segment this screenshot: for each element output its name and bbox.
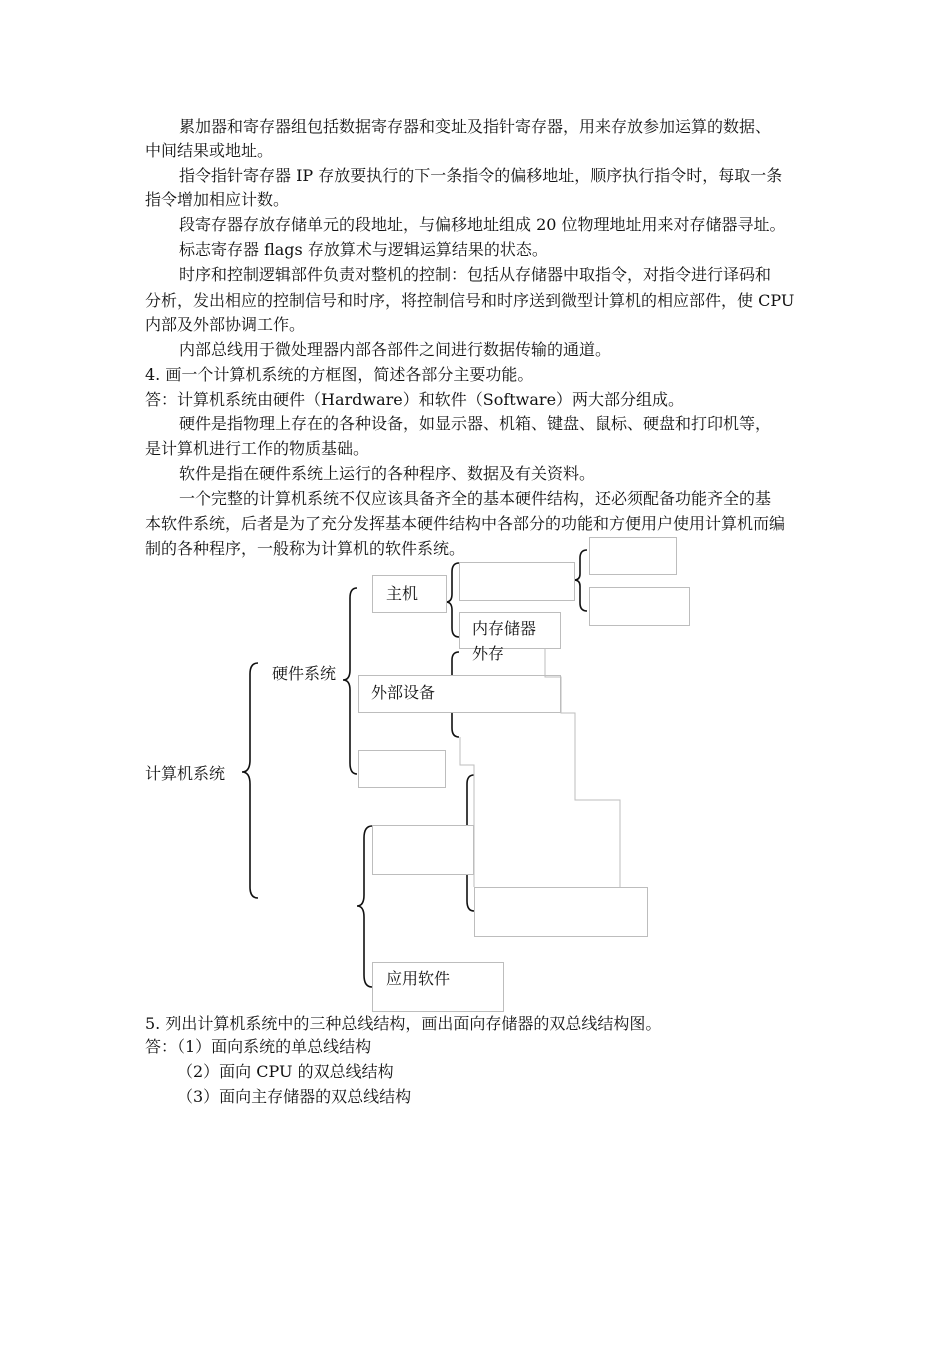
- hardware-label: 硬件系统: [272, 664, 337, 683]
- root-label: 计算机系统: [145, 764, 226, 783]
- paragraph-line: 时序和控制逻辑部件负责对整机的控制：包括从存储器中取指令，对指令进行译码和: [179, 265, 772, 284]
- paragraph-line: 累加器和寄存器组包括数据寄存器和变址及指针寄存器，用来存放参加运算的数据、: [179, 117, 772, 136]
- paragraph-line: 软件是指在硬件系统上运行的各种程序、数据及有关资料。: [179, 464, 596, 483]
- question-5: 5. 列出计算机系统中的三种总线结构，画出面向存储器的双总线结构图。: [145, 1014, 662, 1033]
- answer-item: （3）面向主存储器的双总线结构: [177, 1087, 412, 1106]
- paragraph-line: 内部总线用于微处理器内部各部件之间进行数据传输的通道。: [179, 340, 612, 359]
- paragraph-line: 段寄存器存放存储单元的段地址，与偏移地址组成 20 位物理地址用来对存储器寻址。: [179, 215, 786, 234]
- paragraph-line: 硬件是指物理上存在的各种设备，如显示器、机箱、键盘、鼠标、硬盘和打印机等，: [179, 414, 772, 433]
- paragraph-line: 指令增加相应计数。: [145, 190, 290, 209]
- paragraph-line: 是计算机进行工作的物质基础。: [145, 439, 370, 458]
- paragraph-line: 分析，发出相应的控制信号和时序，将控制信号和时序送到微型计算机的相应部件，使 CPU: [145, 291, 795, 310]
- answer-item: （2）面向 CPU 的双总线结构: [177, 1062, 394, 1081]
- answer-line: 答：（1）面向系统的单总线结构: [145, 1037, 372, 1056]
- peripherals-label: 外部设备: [371, 683, 436, 702]
- answer-line: 答：计算机系统由硬件（Hardware）和软件（Software）两大部分组成。: [145, 390, 685, 409]
- paragraph-line: 本软件系统，后者是为了充分发挥基本硬件结构中各部分的功能和方便用户使用计算机而编: [145, 514, 786, 533]
- paragraph-line: 标志寄存器 flags 存放算术与逻辑运算结果的状态。: [179, 240, 548, 259]
- host-label: 主机: [386, 584, 419, 603]
- paragraph-line: 内部及外部协调工作。: [145, 315, 306, 334]
- paragraph-line: 一个完整的计算机系统不仅应该具备齐全的基本硬件结构，还必须配备功能齐全的基: [179, 489, 772, 508]
- internal-memory-label: 内存储器: [472, 619, 537, 638]
- question-4: 4. 画一个计算机系统的方框图，简述各部分主要功能。: [145, 365, 534, 384]
- paragraph-line: 指令指针寄存器 IP 存放要执行的下一条指令的偏移地址，顺序执行指令时，每取一条: [179, 166, 783, 185]
- application-software-label: 应用软件: [386, 969, 451, 988]
- paragraph-line: 中间结果或地址。: [145, 141, 274, 160]
- paragraph-line: 制的各种程序，一般称为计算机的软件系统。: [145, 539, 466, 558]
- external-storage-label: 外存: [472, 644, 505, 663]
